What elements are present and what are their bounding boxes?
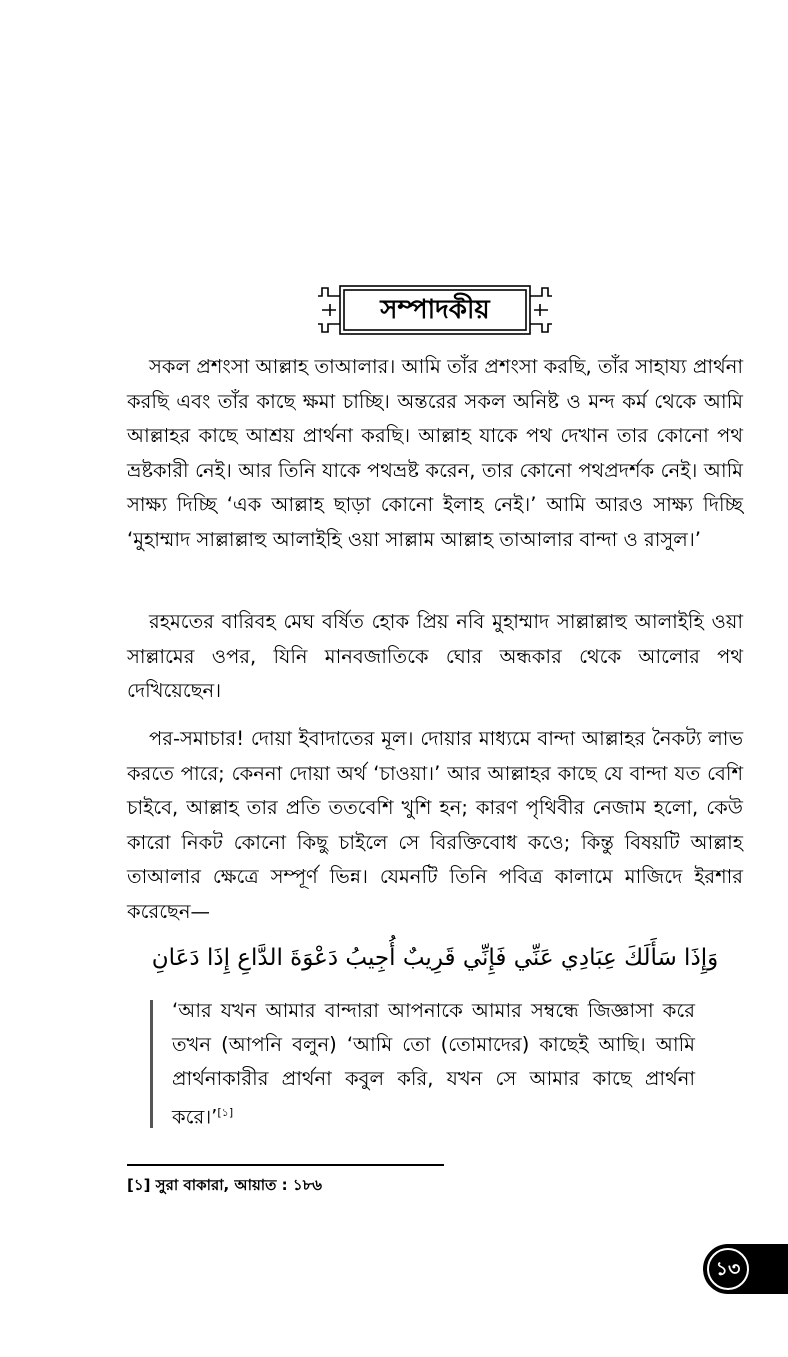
paragraph-3: পর-সমাচার! দোয়া ইবাদাতের মূল। দোয়ার মাধ্যমে বান্দা আল্লাহর নৈকট্য লাভ করতে পারে; কেননা দোয়া অর্থ ‘চাওয়া।’ আর আল্লাহর কাছে যে বান্দা যত বেশি চাইবে, আল্লাহ তার প্রতি ততবেশি খুশি হন; কারণ পৃথিবীর নেজাম হলো, কেউ কারো নিকট কোনো কিছু চাইলে সে বিরক্তিবোধ কওে; কিন্তু বিষয়টি আল্লাহ তাআলার ক্ষেত্রে সম্পূর্ণ ভিন্ন। যেমনটি তিনি পবিত্র কালামে মাজিদে ইরশার করেছেন— <box>127 727 743 923</box>
title-frame <box>318 284 552 336</box>
arabic-verse: وَإِذَا سَأَلَكَ عِبَادِي عَنِّي فَإِنِّي قَرِيبٌ أُجِيبُ دَعْوَةَ الدَّاعِ إِذَا دَعَانِ <box>151 945 719 971</box>
footnote: [১] সুরা বাকারা, আয়াত : ১৮৬ <box>127 1176 323 1194</box>
translation-quote: ‘আর যখন আমার বান্দারা আপনাকে আমার সম্বন্ধে জিজ্ঞাসা করে তখন (আপনি বলুন) ‘আমি তো (তোমাদের) কাছেই আছি। আমি প্রার্থনাকারীর প্রার্থনা কবুল করি, যখন সে আমার কাছে প্রার্থনা করে।’[১] <box>172 999 695 1129</box>
quote-bar <box>150 1000 153 1128</box>
paragraph-2: রহমতের বারিবহ মেঘ বর্ষিত হোক প্রিয় নবি মুহাম্মাদ সাল্লাল্লাহু আলাইহি ওয়া সাল্লামের ওপর, যিনি মানবজাতিকে ঘোর অন্ধকার থেকে আলোর পথ দেখিয়েছেন। <box>127 610 743 702</box>
page-number: ১৩ <box>707 1248 749 1290</box>
page-title: সম্পাদকীয় <box>380 295 490 325</box>
footnote-divider <box>127 1164 444 1166</box>
paragraph-1: সকল প্রশংসা আল্লাহ তাআলার। আমি তাঁর প্রশংসা করছি, তাঁর সাহায্য প্রার্থনা করছি এবং তাঁর কাছে ক্ষমা চাচ্ছি। অন্তরের সকল অনিষ্ট ও মন্দ কর্ম থেকে আমি আল্লাহর কাছে আশ্রয় প্রার্থনা করছি। আল্লাহ যাকে পথ দেখান তার কোনো পথ ভ্রষ্টকারী নেই। আর তিনি যাকে পথভ্রষ্ট করেন, তার কোনো পথপ্রদর্শক নেই। আমি সাক্ষ্য দিচ্ছি ‘এক আল্লাহ ছাড়া কোনো ইলাহ নেই।’ আমি আরও সাক্ষ্য দিচ্ছি ‘মুহাম্মাদ সাল্লাল্লাহু আলাইহি ওয়া সাল্লাম আল্লাহ তাআলার বান্দা ও রাসুল।’ <box>127 355 743 551</box>
footnote-ref[interactable]: [১] <box>217 1106 234 1119</box>
